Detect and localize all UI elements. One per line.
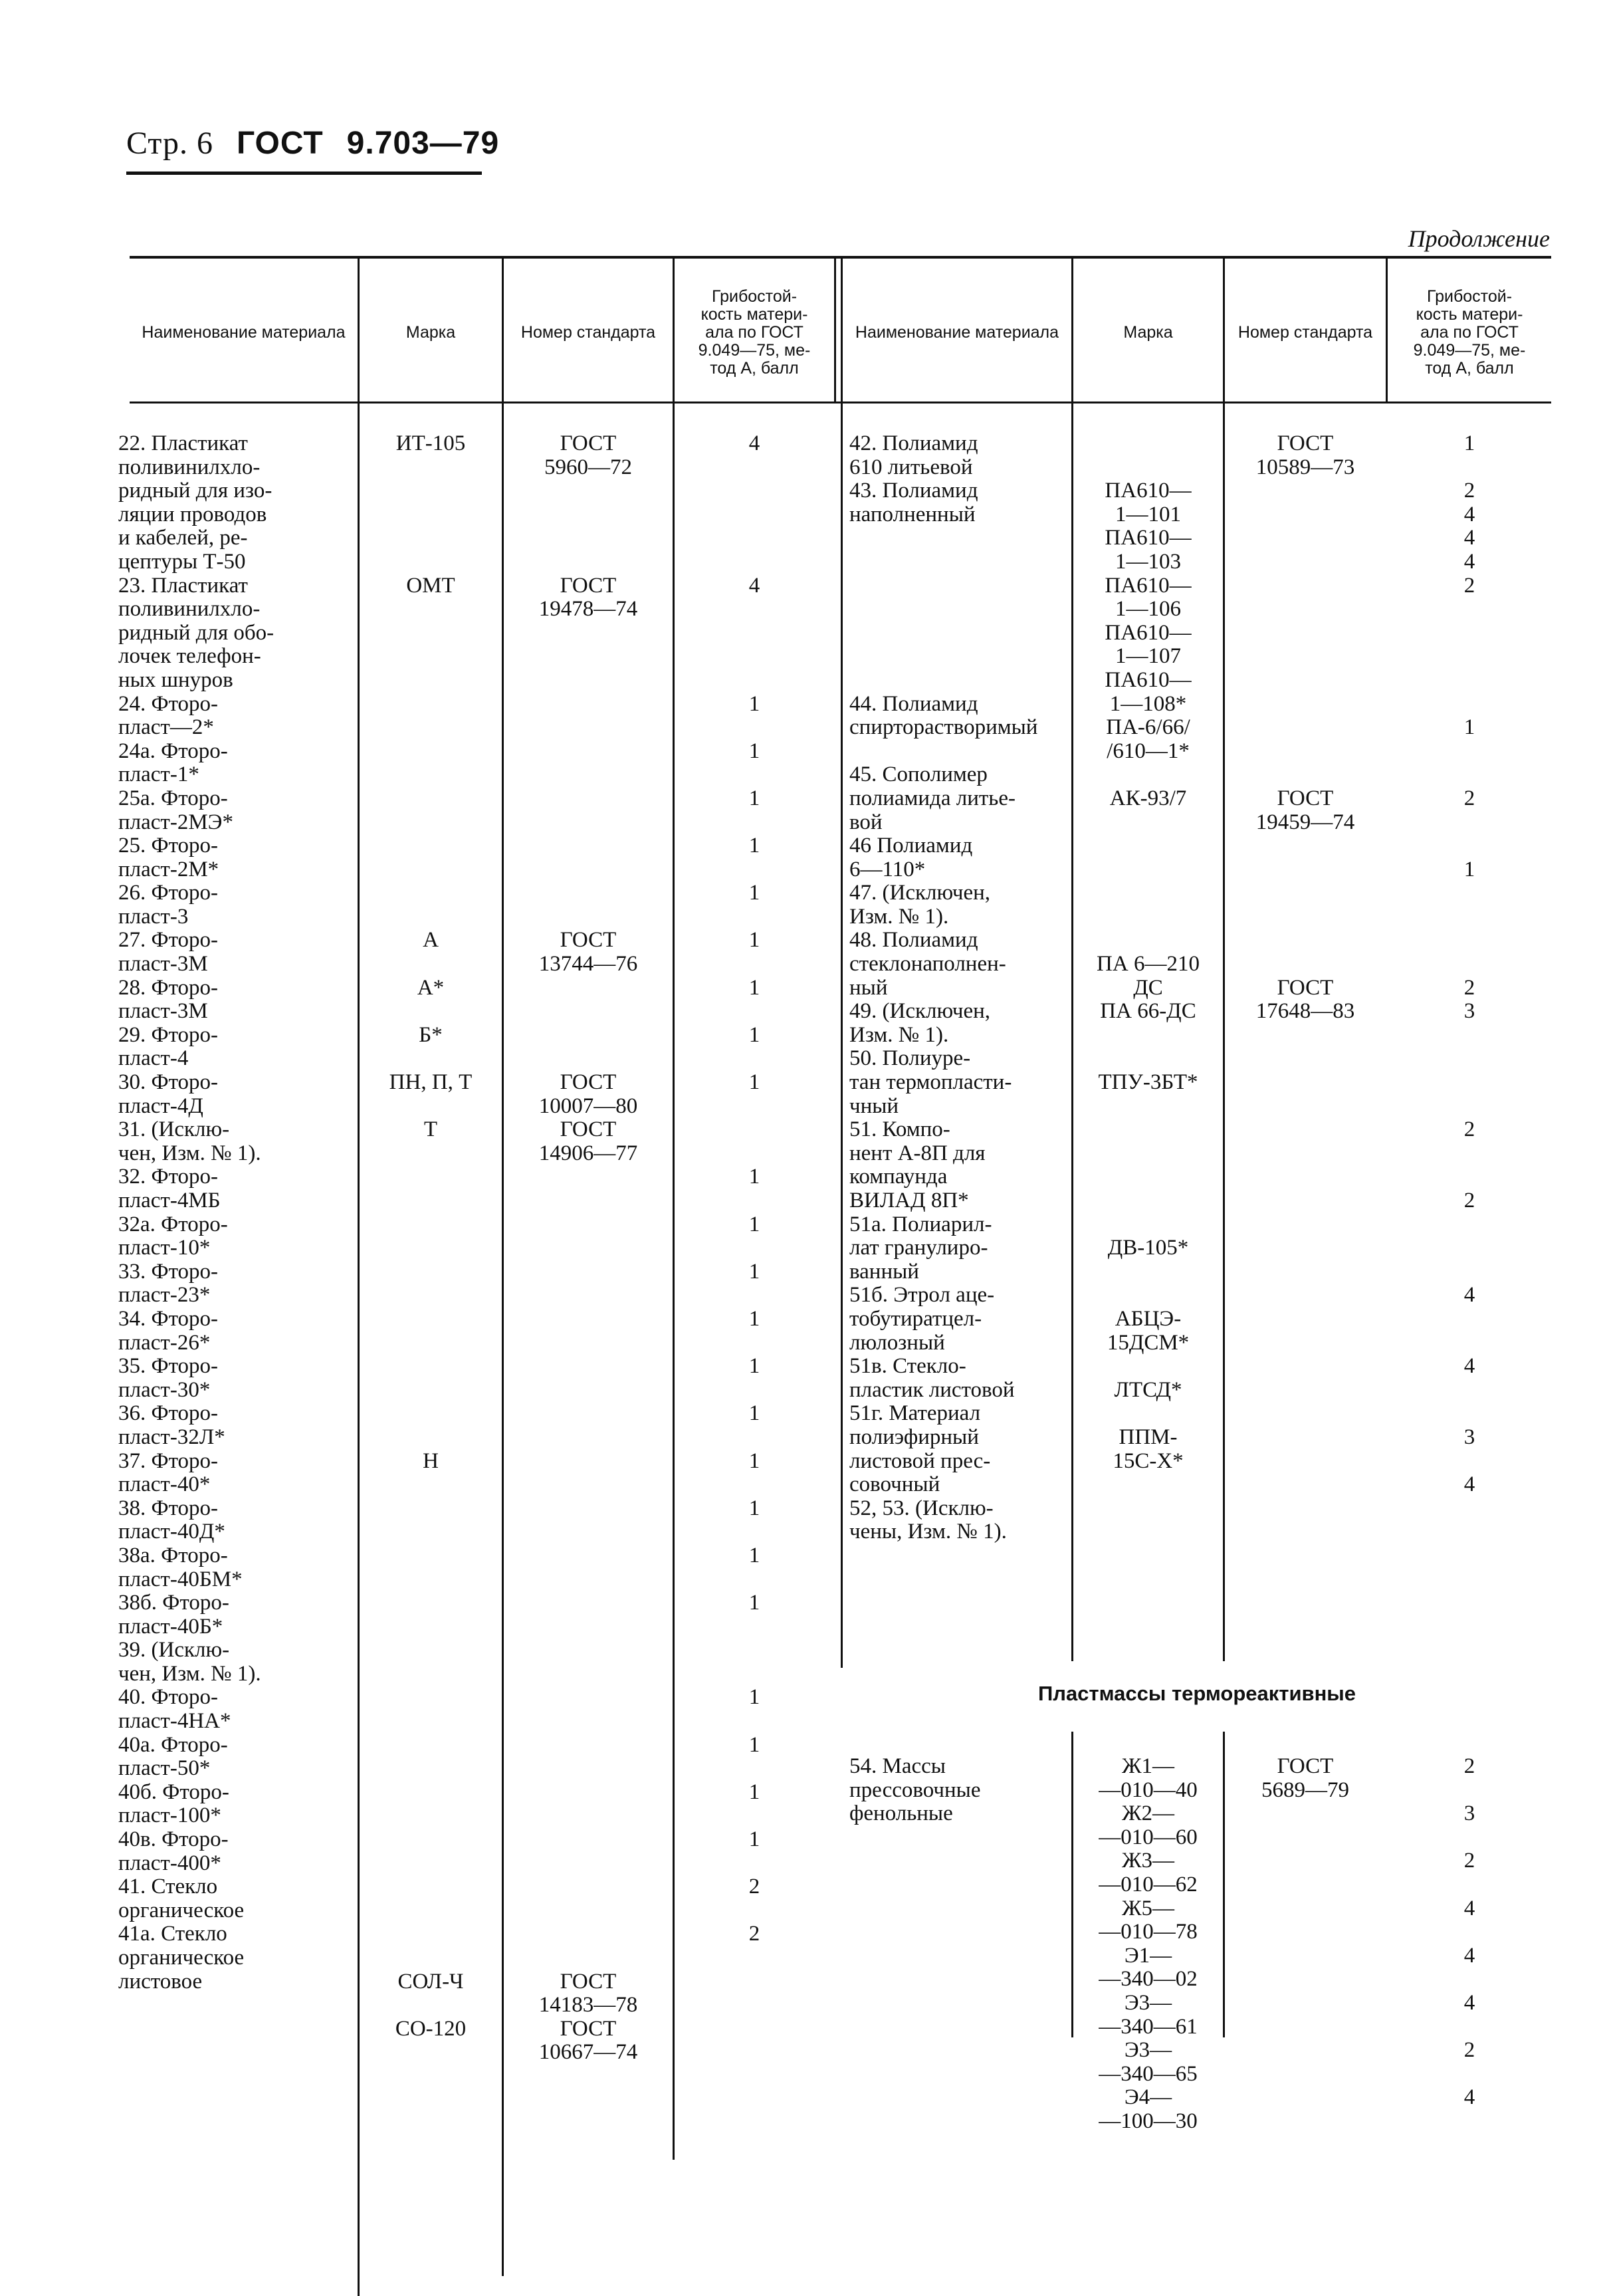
section-title: Пластмассы термореактивные [1037,1682,1356,1705]
header-underline [126,172,482,175]
page-number: Стр. 6 [126,126,213,161]
header-fungus-right: Грибостой- кость матери- ала по ГОСТ 9.049—75, ме- тод А, балл [1413,287,1526,378]
right-standards: ГОСТ 10589—73 ГОСТ 19459—74 ГОСТ 17648—83 [1255,431,1355,1024]
gost-number: 9.703—79 [346,126,500,161]
header-name-right: Наименование материала [855,322,1059,342]
header-standard-right: Номер стандарта [1237,322,1373,342]
header-fungus: Грибостой- кость матери- ала по ГОСТ 9.049—75, ме- тод А, балл [698,287,811,378]
gost-label: ГОСТ [236,126,324,161]
right-marks: ПА610— 1—101 ПА610— 1—103 ПА610— 1—106 ПА610— 1—107 ПА610— 1—108* ПА-6/66/ /610—1* АК-93/7 ПА 6—210 ДС ПА 66-ДС ТПУ-3БТ* ДВ-105* АБЦЭ- 15ДСМ* ЛТСД* ППМ- 15С-Х* [1097,479,1200,1473]
right-scores: 1 2 4 4 4 2 1 2 1 2 3 2 2 4 4 3 4 [1463,431,1475,1497]
col-divider [841,259,843,1668]
page-header [126,125,499,162]
left-scores: 4 4 1 1 1 1 1 1 1 1 1 1 1 1 1 1 1 1 1 1 1 1 1 1 1 2 2 [748,431,760,1946]
thermo-scores: 2 3 2 4 4 4 2 4 [1463,1754,1475,2110]
col-divider [834,259,836,402]
continuation-label: Продолжение [1408,225,1550,252]
thermo-names: 54. Массы прессовочные фенольные [849,1754,981,1826]
thermo-marks: Ж1— —010—40 Ж2— —010—60 Ж3— —010—62 Ж5— —010—78 Э1— —340—02 Э3— —340—61 Э3— —340—65 Э4— —100—30 [1099,1754,1198,2133]
right-material-names: 42. Полиамид 610 литьевой 43. Полиамид наполненный 44. Полиамид спирторастворимый 45. Сополимер полиамида литье- вой 46 Полиамид 6—110* 47. (Исключен, Изм. № 1). 48. Полиамид стеклонаполнен- ный 49. (Исключен, Изм. № 1). 50. Полиуре- тан термопласти- чный 51. Компо- нент А-8П для компаунда ВИЛАД 8П* 51а. Полиарил- лат гранулиро- ванный 51б. Этрол аце- тобутиратцел- люлозный 51в. Стекло- пластик листовой 51г. Материал полиэфирный листовой прес- совочный 52, 53. (Исклю- чены, Изм. № 1). [849,431,1038,1544]
thermo-standards: ГОСТ 5689—79 [1261,1754,1349,1802]
header-standard: Номер стандарта [520,322,656,342]
header-mark: Марка [405,322,456,342]
left-material-names: 22. Пластикат поливинилхло- ридный для изо- ляции проводов и кабелей, ре- цептуры Т-50 23. Пластикат поливинилхло- ридный для обо- лочек телефон- ных шнуров 24. Фторо- пласт—2* 24а. Фторо- пласт-1* 25а. Фторо- пласт-2МЭ* 25. Фторо- пласт-2М* 26. Фторо- пласт-3 27. Фторо- пласт-3М 28. Фторо- пласт-3М 29. Фторо- пласт-4 30. Фторо- пласт-4Д 31. (Исклю- чен, Изм. № 1). 32. Фторо- пласт-4МБ 32а. Фторо- пласт-10* 33. Фторо- пласт-23* 34. Фторо- пласт-26* 35. Фторо- пласт-30* 36. Фторо- пласт-32Л* 37. Фторо- пласт-40* 38. Фторо- пласт-40Д* 38а. Фторо- пласт-40БМ* 38б. Фторо- пласт-40Б* 39. (Исклю- чен, Изм. № 1). 40. Фторо- пласт-4НА* 40а. Фторо- пласт-50* 40б. Фторо- пласт-100* 40в. Фторо- пласт-400* 41. Стекло органическое 41а. Стекло органическое листовое [118,431,274,1994]
left-standards: ГОСТ 5960—72 ГОСТ 19478—74 ГОСТ 13744—76 ГОСТ 10007—80 ГОСТ 14906—77 ГОСТ 14183—78 ГОСТ 10667—74 [538,431,638,2065]
header-name: Наименование материала [142,322,346,342]
header-mark-right: Марка [1123,322,1173,342]
left-marks: ИТ-105 ОМТ А А* Б* ПН, П, Т Т Н СОЛ-Ч СО-120 [389,431,473,2041]
